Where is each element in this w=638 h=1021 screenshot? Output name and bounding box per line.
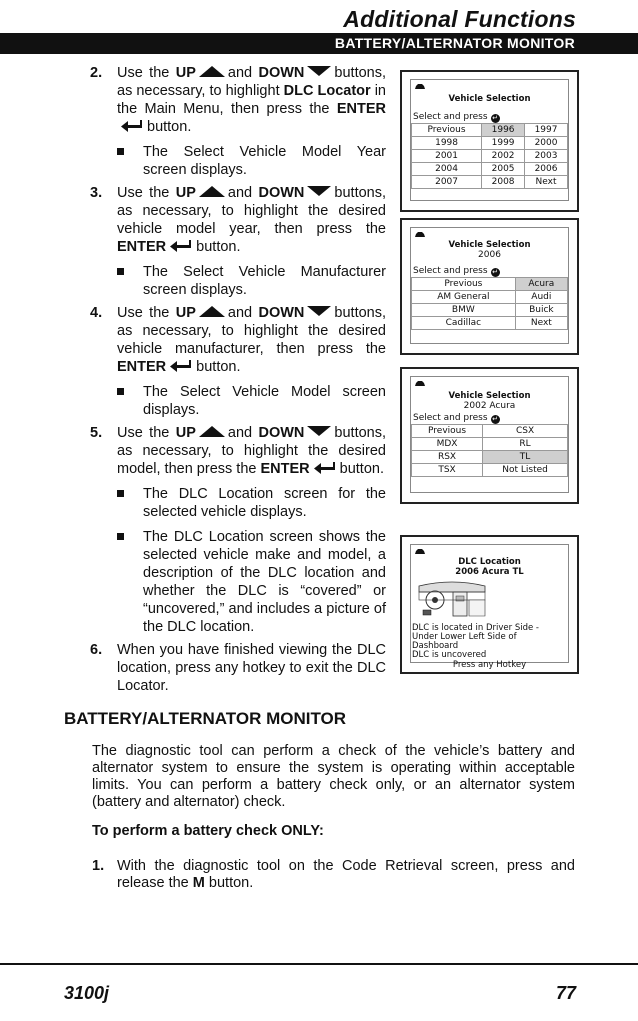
grid-row: [412, 425, 568, 438]
step-text: button.: [339, 461, 384, 477]
enter-arrow-icon: [313, 461, 337, 475]
down-key-label: DOWN: [258, 185, 305, 201]
step-number: 2.: [90, 65, 103, 81]
instruction-step: [90, 184, 386, 256]
grid-cell: TSX: [412, 464, 483, 477]
screen-prompt: Select and press ↵: [413, 266, 498, 276]
grid-row: [412, 150, 568, 163]
vehicle-icon: [414, 548, 426, 556]
step-text: buttons, as necessary, to highlight: [117, 65, 386, 99]
up-key-label: UP: [175, 65, 196, 81]
grid-row: [412, 278, 568, 291]
step-text: and: [227, 65, 253, 81]
grid-cell: 1999: [482, 137, 525, 150]
grid-cell: 2000: [525, 137, 568, 150]
grid-cell: Previous: [412, 278, 516, 291]
screen-display: [410, 79, 569, 201]
grid-cell: 1997: [525, 124, 568, 137]
footer-model: 3100j: [64, 983, 110, 1003]
model-grid: [411, 424, 568, 477]
vehicle-icon: [414, 83, 426, 91]
screen-footer-hint: Press any Hotkey: [452, 660, 527, 670]
grid-cell: 2007: [412, 176, 482, 189]
grid-row: [412, 438, 568, 451]
footer-rule: [0, 963, 638, 965]
grid-cell: 2008: [482, 176, 525, 189]
bullet-text: The Select Vehicle Model Year screen displays.: [143, 144, 386, 178]
screen-dlc-location: [400, 535, 579, 674]
enter-key-label: ENTER: [260, 461, 310, 477]
down-arrow-icon: [307, 186, 331, 196]
step-bullet: [90, 383, 386, 419]
grid-row: [412, 464, 568, 477]
bullet-text: The Select Vehicle Manufacturer screen displays.: [143, 264, 386, 298]
step-text: Use the: [117, 425, 170, 441]
up-key-label: UP: [175, 425, 196, 441]
step-text: Use the: [117, 185, 170, 201]
up-arrow-icon: [199, 186, 225, 197]
step-text: button.: [196, 359, 241, 375]
enter-arrow-icon: [169, 239, 193, 253]
up-arrow-icon: [199, 306, 225, 317]
instruction-step: [90, 641, 386, 695]
grid-cell: 2003: [525, 150, 568, 163]
bullet-square-icon: [117, 490, 124, 497]
instruction-step: [90, 424, 386, 478]
screen-title: Vehicle Selection: [448, 240, 531, 250]
year-grid: [411, 123, 568, 189]
section-heading: BATTERY/ALTERNATOR MONITOR: [64, 709, 347, 728]
step-text: button.: [196, 239, 241, 255]
grid-cell: Acura: [515, 278, 567, 291]
dlc-line: Under Lower Left Side of: [412, 632, 517, 642]
section-subheading: To perform a battery check ONLY:: [92, 823, 324, 839]
grid-cell: Buick: [515, 304, 567, 317]
page-number: 77: [555, 983, 576, 1003]
screen-display: [410, 544, 569, 670]
grid-cell: Not Listed: [483, 464, 568, 477]
screen-subtitle: 2006: [478, 250, 501, 260]
step-text: and: [227, 185, 253, 201]
step-number: 3.: [90, 185, 103, 201]
down-key-label: DOWN: [258, 65, 305, 81]
grid-cell: 2002: [482, 150, 525, 163]
battery-step-1: 1. With the diagnostic tool on the Code Retrieval screen, press and release the M button.: [92, 858, 575, 891]
up-key-label: UP: [175, 185, 196, 201]
dlc-line: DLC is located in Driver Side -: [412, 623, 539, 633]
step-number: 6.: [90, 642, 103, 658]
bullet-square-icon: [117, 533, 124, 540]
section-header-bar: [0, 33, 638, 54]
screen-subtitle: 2002 Acura: [463, 401, 516, 411]
dlc-line: Dashboard: [412, 641, 459, 651]
grid-cell: MDX: [412, 438, 483, 451]
grid-cell: Previous: [412, 124, 482, 137]
enter-key-label: ENTER: [117, 359, 167, 375]
down-key-label: DOWN: [258, 425, 305, 441]
dlc-line: DLC is uncovered: [412, 650, 487, 660]
instruction-step: [90, 64, 386, 136]
grid-cell: 2005: [482, 163, 525, 176]
up-arrow-icon: [199, 66, 225, 77]
grid-cell: AM General: [412, 291, 516, 304]
up-key-label: UP: [175, 305, 196, 321]
grid-row: [412, 291, 568, 304]
step-bullet: [90, 528, 386, 636]
grid-cell: CSX: [483, 425, 568, 438]
step-text: Use the: [117, 305, 170, 321]
step-number: 5.: [90, 425, 103, 441]
grid-cell: 2006: [525, 163, 568, 176]
down-arrow-icon: [307, 66, 331, 76]
grid-row: [412, 176, 568, 189]
grid-cell: RL: [483, 438, 568, 451]
step-bullet: [90, 263, 386, 299]
instruction-step: [90, 304, 386, 376]
down-arrow-icon: [307, 306, 331, 316]
step-text: buttons, as necessary, to highlight the desired vehicle manufacturer, then press the: [117, 305, 386, 357]
screen-display: [410, 227, 569, 344]
down-arrow-icon: [307, 426, 331, 436]
screen-display: [410, 376, 569, 493]
screen-title: Vehicle Selection: [448, 391, 531, 401]
down-key-label: DOWN: [258, 305, 305, 321]
screen-prompt: Select and press ↵: [413, 112, 498, 122]
enter-key-icon: ↵: [492, 415, 498, 423]
grid-row: [412, 317, 568, 330]
bullet-text: The DLC Location screen shows the selected vehicle make and model, a description of the DLC location and whether the DLC is “covered” or “uncovered,” and includes a picture of the DLC location.: [143, 529, 386, 635]
instruction-steps: [90, 64, 386, 698]
step-text: button.: [147, 119, 192, 135]
grid-row: [412, 163, 568, 176]
step-bullet: [90, 143, 386, 179]
grid-cell: RSX: [412, 451, 483, 464]
step-text: and: [227, 425, 253, 441]
step-text: buttons, as necessary, to highlight the desired vehicle model year, then press the: [117, 185, 386, 237]
vehicle-icon: [414, 380, 426, 388]
section-header-label: BATTERY/ALTERNATOR MONITOR: [334, 35, 575, 51]
enter-key-icon: ↵: [492, 268, 498, 276]
step-text: When you have finished viewing the DLC location, press any hotkey to exit the DLC Locator.: [117, 642, 386, 694]
enter-key-icon: ↵: [492, 114, 498, 122]
grid-cell: 2004: [412, 163, 482, 176]
grid-row: [412, 451, 568, 464]
grid-row: [412, 137, 568, 150]
grid-cell: 1998: [412, 137, 482, 150]
bullet-square-icon: [117, 388, 124, 395]
screen-select-year: [400, 70, 579, 212]
enter-key-label: ENTER: [117, 239, 167, 255]
vehicle-icon: [414, 231, 426, 239]
grid-cell: Next: [515, 317, 567, 330]
screen-title: DLC Location: [458, 557, 521, 567]
up-arrow-icon: [199, 426, 225, 437]
manufacturer-grid: [411, 277, 568, 330]
enter-arrow-icon: [120, 119, 144, 133]
bullet-square-icon: [117, 268, 124, 275]
grid-cell: Previous: [412, 425, 483, 438]
step-text: and: [227, 305, 253, 321]
grid-cell: Next: [525, 176, 568, 189]
bullet-text: The DLC Location screen for the selected vehicle displays.: [143, 486, 386, 520]
screen-select-model: [400, 367, 579, 504]
screen-subtitle: 2006 Acura TL: [455, 567, 524, 577]
step-text: Use the: [117, 65, 170, 81]
section-intro: The diagnostic tool can perform a check of the vehicle’s battery and alternator system to ensure the system is operating within acceptable limits. You can perform a battery check only, or an alternator system (battery and alternator) check.: [92, 743, 575, 810]
grid-cell: Audi: [515, 291, 567, 304]
screen-select-manufacturer: [400, 218, 579, 355]
dlc-description: [412, 624, 539, 660]
step-bullet: [90, 485, 386, 521]
bullet-text: The Select Vehicle Model screen displays.: [143, 384, 386, 418]
dashboard-diagram: [417, 578, 487, 620]
grid-row: [412, 304, 568, 317]
enter-arrow-icon: [169, 359, 193, 373]
step-number: 4.: [90, 305, 103, 321]
page-header-title: Additional Functions: [343, 6, 576, 32]
step-text: buttons, as necessary, to highlight the desired model, then press the: [117, 425, 386, 477]
grid-cell: 2001: [412, 150, 482, 163]
enter-key-label: ENTER: [336, 101, 386, 117]
grid-cell: Cadillac: [412, 317, 516, 330]
grid-cell: TL: [483, 451, 568, 464]
screen-title: Vehicle Selection: [448, 94, 531, 104]
screen-prompt: Select and press ↵: [413, 413, 498, 423]
grid-cell: 1996: [482, 124, 525, 137]
grid-cell: BMW: [412, 304, 516, 317]
grid-row: [412, 124, 568, 137]
menu-target: DLC Locator: [283, 83, 371, 99]
step-text: in the Main Menu, then press the: [117, 83, 386, 117]
bullet-square-icon: [117, 148, 124, 155]
